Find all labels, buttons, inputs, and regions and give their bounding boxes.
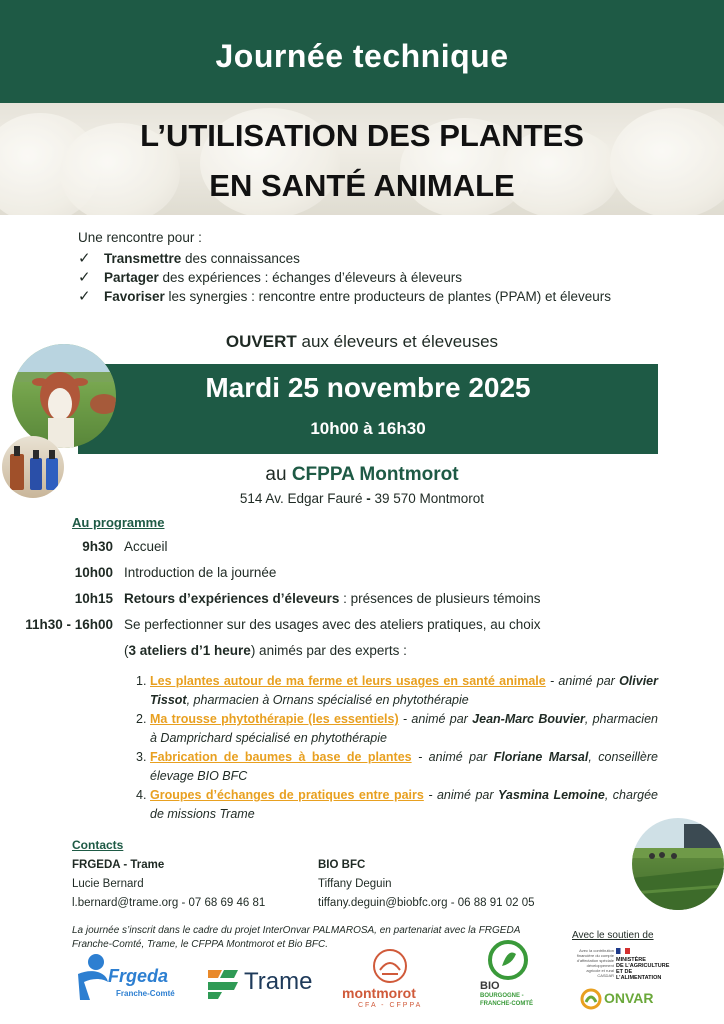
workshop-link[interactable]: Les plantes autour de ma ferme et leurs usages en santé animale [150,674,546,688]
check-icon: ✓ [78,250,91,267]
contact-biobfc: BIO BFC Tiffany Deguin tiffany.deguin@biobfc.org - 06 88 91 02 05 [318,856,534,913]
workshop-link[interactable]: Groupes d’échanges de pratiques entre pairs [150,788,424,802]
program-ateliers-line: (3 ateliers d’1 heure) animés par des experts : [124,643,407,658]
support-label: Avec le soutien de [572,930,654,941]
list-item: ✓ Partager des expériences : échanges d’éleveurs à éleveurs [78,269,462,286]
check-icon: ✓ [78,288,91,305]
list-item: ✓ Favoriser les synergies : rencontre entre producteurs de plantes (PPAM) et éleveurs [78,288,612,305]
intro-lead: Une rencontre pour : [78,230,202,245]
cow-photo [12,344,116,448]
workshops-list [136,672,658,824]
trame-logo: Trame [206,964,326,1004]
hero-title-line2: EN SANTÉ ANIMALE [209,168,515,203]
list-item: 4. Groupes d’échanges de pratiques entre pairs - animé par Yasmina Lemoine, chargée de missions Trame [136,788,658,821]
ministere-logo: Avec la contribution financière du compte d’affectation spéciale développement agricole et rural CASDAR MINISTÈRE DE L’AGRICULTURE ET DE L’ALIMENTATION [576,948,670,981]
header-title: Journée technique [215,38,509,74]
program-row: 9h30 Accueil [82,539,168,554]
venue: au CFPPA Montmorot [265,464,459,485]
contact-email-phone[interactable]: l.bernard@trame.org - 07 68 69 46 81 [72,897,266,909]
audience-line: OUVERT aux éleveurs et éleveuses [225,332,499,351]
hero-title-line1: L’UTILISATION DES PLANTES [140,118,584,153]
contact-frgeda: FRGEDA - Trame Lucie Bernard l.bernard@trame.org - 07 68 69 46 81 [72,856,265,913]
event-time: 10h00 à 16h30 [310,419,426,438]
field-photo [632,818,724,910]
footer-note: La journée s’inscrit dans le cadre du projet InterOnvar PALMAROSA, en partenariat avec la FRGEDA Franche-Comté, Trame, le CFPPA Montmorot et Bio BFC. [72,925,520,950]
event-date: Mardi 25 novembre 2025 [205,372,531,403]
venue-address: 514 Av. Edgar Fauré - 39 570 Montmorot [239,491,485,506]
contacts-title: Contacts [72,838,124,852]
program-row: 10h00 Introduction de la journée [74,565,277,580]
list-item: 1. Les plantes autour de ma ferme et leurs usages en santé animale - animé par Olivier Tissot, pharmacien à Ornans spécialisé en phytothérapie [136,674,658,707]
workshop-link[interactable]: Ma trousse phytothérapie (les essentiels) [150,712,399,726]
montmorot-logo: montmorot CFA - CFPPA [340,948,440,1012]
program-row: 10h15 Retours d’expériences d’éleveurs : présences de plusieurs témoins [74,591,541,606]
list-item: 3. Fabrication de baumes à base de plantes - animé par Floriane Marsal, conseillère élevage BIO BFC [136,750,658,783]
list-item: ✓ Transmettre des connaissances [78,250,300,267]
onvar-logo: ONVAR [580,986,664,1014]
bio-bfc-logo: BIO BOURGOGNE - FRANCHE-COMTÉ [478,940,538,1012]
program-title: Au programme [72,515,165,530]
workshop-link[interactable]: Fabrication de baumes à base de plantes [150,750,412,764]
frgeda-logo: Frgeda Franche-Comté [72,952,182,1008]
list-item: 2. Ma trousse phytothérapie (les essentiels) - animé par Jean-Marc Bouvier, pharmacien à Damprichard spécialisé en phytothérapie [136,712,658,745]
objectives-list [78,250,652,307]
check-icon: ✓ [78,269,91,286]
contact-email-phone[interactable]: tiffany.deguin@biobfc.org - 06 88 91 02 05 [318,897,535,909]
program-row: 11h30 - 16h00 Se perfectionner sur des usages avec des ateliers pratiques, au choix [25,617,541,632]
